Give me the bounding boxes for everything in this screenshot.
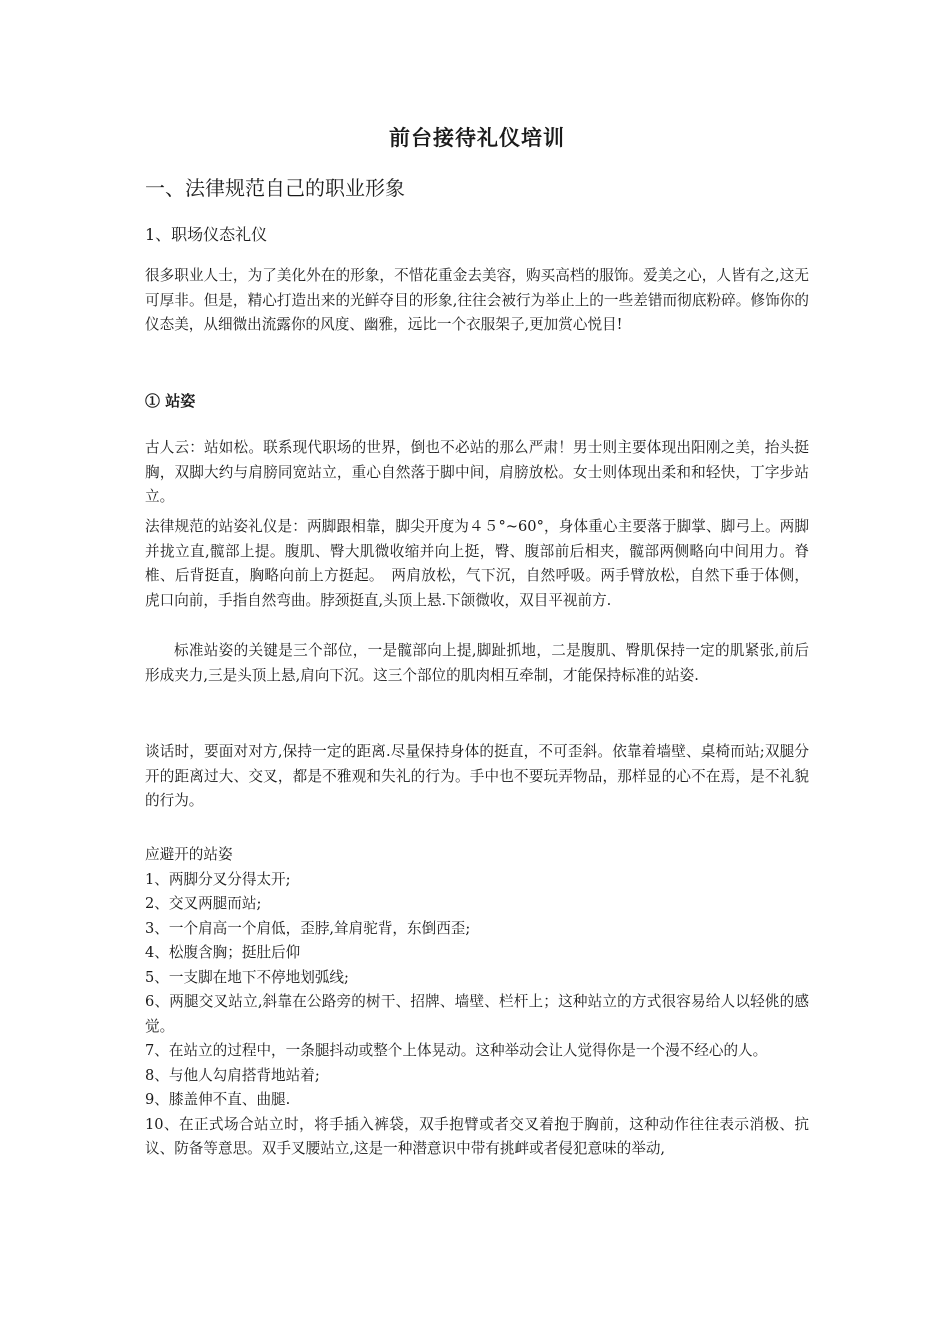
posture-heading: ① 站姿	[145, 392, 196, 410]
paragraph-talking: 谈话时，要面对对方,保持一定的距离.尽量保持身体的挺直，不可歪斜。依靠着墙壁、桌椅而站;双腿分开的距离过大、交叉，都是不雅观和失礼的行为。手中也不要玩弄物品，那样显的心不在焉，是不礼貌的行为。	[145, 743, 809, 809]
list-item: 3、一个肩高一个肩低，歪脖,耸肩驼背，东倒西歪;	[145, 919, 471, 937]
list-item: 4、松腹含胸；挺肚后仰	[145, 944, 301, 961]
paragraph-ancients: 古人云：站如松。联系现代职场的世界，倒也不必站的那么严肃！男士则主要体现出阳刚之美，抬头挺胸，双脚大约与肩膀同宽站立，重心自然落于脚中间，肩膀放松。女士则体现出柔和和轻快，丁字步站立。	[145, 439, 809, 505]
paragraph-standard: 法律规范的站姿礼仪是：两脚跟相靠，脚尖开度为４５°~60°，身体重心主要落于脚掌、脚弓上。两脚并拢立直,髋部上提。腹肌、臀大肌微收缩并向上挺，臀、腹部前后相夹，髋部两侧略向中间用力。脊椎、后背挺直，胸略向前上方挺起。 两肩放松，气下沉，自然呼吸。两手臂放松，自然下垂于体侧，虎口向前，手指自然弯曲。脖颈挺直,头顶上悬.下颌微收，双目平视前方.	[145, 518, 809, 609]
list-item: 2、交叉两腿而站;	[145, 895, 262, 912]
list-item: 5、一支脚在地下不停地划弧线;	[145, 968, 349, 986]
list-item: 1、两脚分叉分得太开;	[145, 870, 291, 888]
subsection-heading: 1、职场仪态礼仪	[145, 225, 268, 244]
document-title: 前台接待礼仪培训	[389, 125, 565, 150]
list-item: 6、两腿交叉站立,斜靠在公路旁的树干、招牌、墙壁、栏杆上；这种站立的方式很容易给人以轻佻的感觉。	[145, 993, 809, 1035]
list-item: 9、膝盖伸不直、曲腿.	[145, 1091, 291, 1108]
list-item: 8、与他人勾肩搭背地站着;	[145, 1066, 320, 1084]
paragraph-key: 标准站姿的关键是三个部位，一是髋部向上提,脚趾抓地，二是腹肌、臀肌保持一定的肌紧张,前后形成夹力,三是头顶上悬,肩向下沉。这三个部位的肌肉相互牵制，才能保持标准的站姿.	[145, 642, 809, 684]
list-item: 7、在站立的过程中，一条腿抖动或整个上体晃动。这种举动会让人觉得你是一个漫不经心的人。	[145, 1042, 768, 1059]
list-item: 10、在正式场合站立时，将手插入裤袋，双手抱臂或者交叉着抱于胸前，这种动作往往表示消极、抗议、防备等意思。双手叉腰站立,这是一种潜意识中带有挑衅或者侵犯意味的举动,	[145, 1115, 809, 1157]
intro-paragraph: 很多职业人士，为了美化外在的形象，不惜花重金去美容，购买高档的服饰。爱美之心，人皆有之,这无可厚非。但是，精心打造出来的光鲜夺目的形象,往往会被行为举止上的一些差错而彻底粉碎。修饰你的仪态美，从细微出流露你的风度、幽雅，远比一个衣服架子,更加赏心悦目!	[145, 267, 809, 333]
avoid-list	[145, 843, 809, 1162]
section-heading: 一、法律规范自己的职业形象	[145, 176, 405, 200]
avoid-heading: 应避开的站姿	[145, 846, 233, 863]
